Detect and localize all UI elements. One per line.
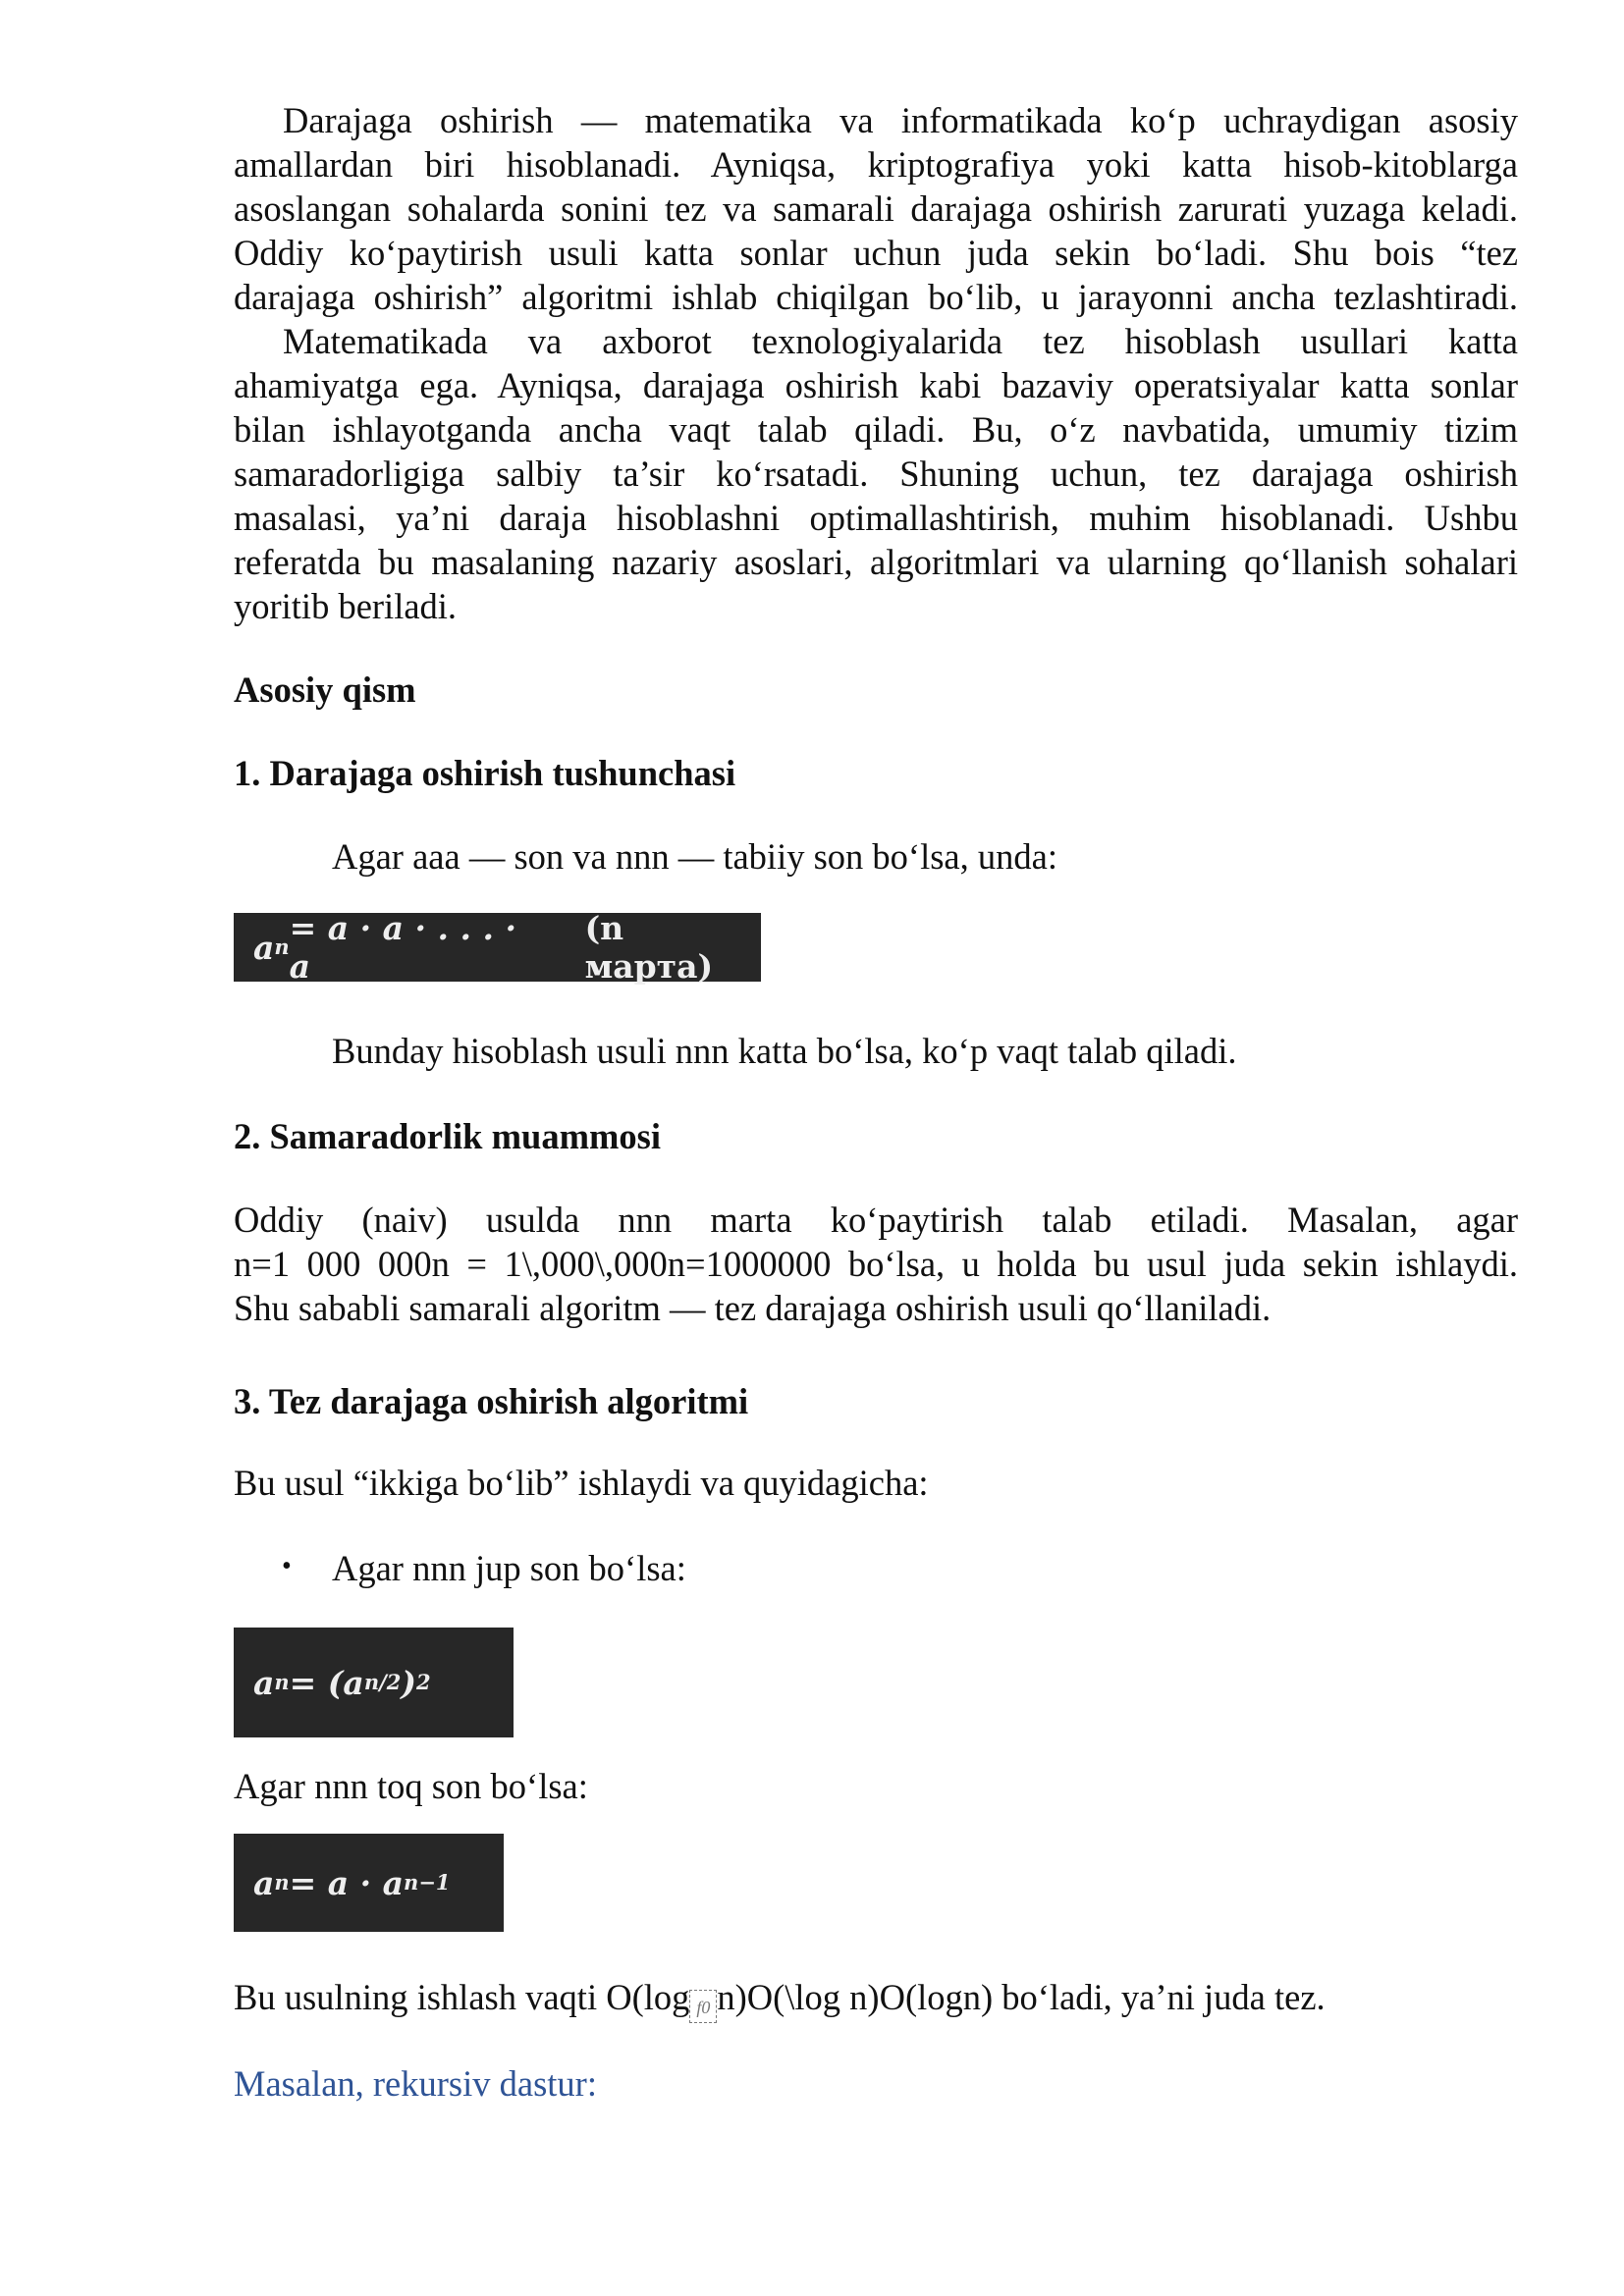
example-label: Masalan, rekursiv dastur: bbox=[234, 2063, 597, 2104]
missing-glyph-icon: f0 bbox=[689, 1990, 717, 2023]
intro-paragraph-2 bbox=[234, 319, 1518, 628]
odd-case-text: Agar nnn toq son bo‘lsa: bbox=[234, 1766, 588, 1806]
formula-rhs: = (a bbox=[289, 1663, 364, 1702]
text-line: Matematikada va axborot texnologiyalarida tez hisoblash usullari katta bbox=[283, 321, 1518, 361]
text-line: samaradorligiga salbiy ta’sir ko‘rsatadi. Shuning uchun, tez darajaga oshirish bbox=[234, 454, 1518, 494]
text-line: referatda bu masalaning nazariy asoslari, algoritmlari va ularning qo‘llanish sohalari bbox=[234, 542, 1518, 582]
formula-product: = a · a · . . . · a bbox=[289, 909, 516, 986]
formula-note: (n марта) bbox=[584, 909, 714, 986]
text-line: bilan ishlayotganda ancha vaqt talab qiladi. Bu, o‘z navbatida, umumiy tizim bbox=[234, 409, 1518, 450]
text-line: Darajaga oshirish — matematika va informatikada ko‘p uchraydigan asosiy bbox=[283, 100, 1518, 140]
complexity-text bbox=[234, 1975, 1326, 2023]
formula-base: a bbox=[253, 928, 275, 967]
complexity-text-before: Bu usulning ishlash vaqti O(log bbox=[234, 1977, 690, 2017]
text-line: masalasi, ya’ni daraja hisoblashni optimallashtirish, muhim hisoblanadi. Ushbu bbox=[234, 498, 1518, 538]
complexity-text-after: n)O(\log n)O(logn) bo‘ladi, ya’ni juda tez. bbox=[717, 1977, 1326, 2017]
even-case-text: Agar nnn jup son bo‘lsa: bbox=[332, 1548, 686, 1588]
text-line: amallardan biri hisoblanadi. Ayniqsa, kriptografiya yoki katta hisob-kitoblarga bbox=[234, 144, 1518, 185]
text-line: darajaga oshirish” algoritmi ishlab chiqilgan bo‘lib, u jarayonni ancha tezlashtiradi. bbox=[234, 277, 1518, 317]
section-1-line-2: Bunday hisoblash usuli nnn katta bo‘lsa, ko‘p vaqt talab qiladi. bbox=[332, 1031, 1237, 1071]
formula-base: a bbox=[253, 1863, 275, 1902]
formula-close-paren: ) bbox=[401, 1663, 416, 1702]
intro-paragraph-1 bbox=[234, 98, 1518, 319]
main-heading: Asosiy qism bbox=[234, 669, 416, 710]
section-3-heading: 3. Tez darajaga oshirish algoritmi bbox=[234, 1381, 749, 1421]
formula-odd-case: a n = a · a n−1 bbox=[234, 1834, 504, 1932]
formula-rhs: = a · a bbox=[289, 1863, 405, 1902]
text-line: yoritib beriladi. bbox=[234, 586, 458, 626]
section-1-line-1: Agar aaa — son va nnn — tabiiy son bo‘lsa, unda: bbox=[332, 836, 1057, 877]
bullet-icon: • bbox=[282, 1551, 292, 1581]
formula-even-case: a n = (a n/2 ) 2 bbox=[234, 1628, 514, 1737]
text-line: Shu sababli samarali algoritm — tez darajaga oshirish usuli qo‘llaniladi. bbox=[234, 1288, 1272, 1328]
section-2-heading: 2. Samaradorlik muammosi bbox=[234, 1116, 661, 1156]
section-1-heading: 1. Darajaga oshirish tushunchasi bbox=[234, 753, 736, 793]
text-line: Oddiy ko‘paytirish usuli katta sonlar uchun juda sekin bo‘ladi. Shu bois “tez bbox=[234, 233, 1518, 273]
text-line: n=1 000 000n = 1\,000\,000n=1000000 bo‘lsa, u holda bu usul juda sekin ishlaydi. bbox=[234, 1244, 1518, 1284]
text-line: Oddiy (naiv) usulda nnn marta ko‘paytirish talab etiladi. Masalan, agar bbox=[234, 1200, 1518, 1240]
section-3-intro: Bu usul “ikkiga bo‘lib” ishlaydi va quyidagicha: bbox=[234, 1463, 929, 1503]
text-line: ahamiyatga ega. Ayniqsa, darajaga oshirish kabi bazaviy operatsiyalar katta sonlar bbox=[234, 365, 1518, 405]
text-line: asoslangan sohalarda sonini tez va samarali darajaga oshirish zarurati yuzaga keladi. bbox=[234, 188, 1518, 229]
formula-power-definition: a n = a · a · . . . · a (n марта) bbox=[234, 913, 761, 982]
section-2-paragraph bbox=[234, 1198, 1518, 1330]
formula-base: a bbox=[253, 1663, 275, 1702]
